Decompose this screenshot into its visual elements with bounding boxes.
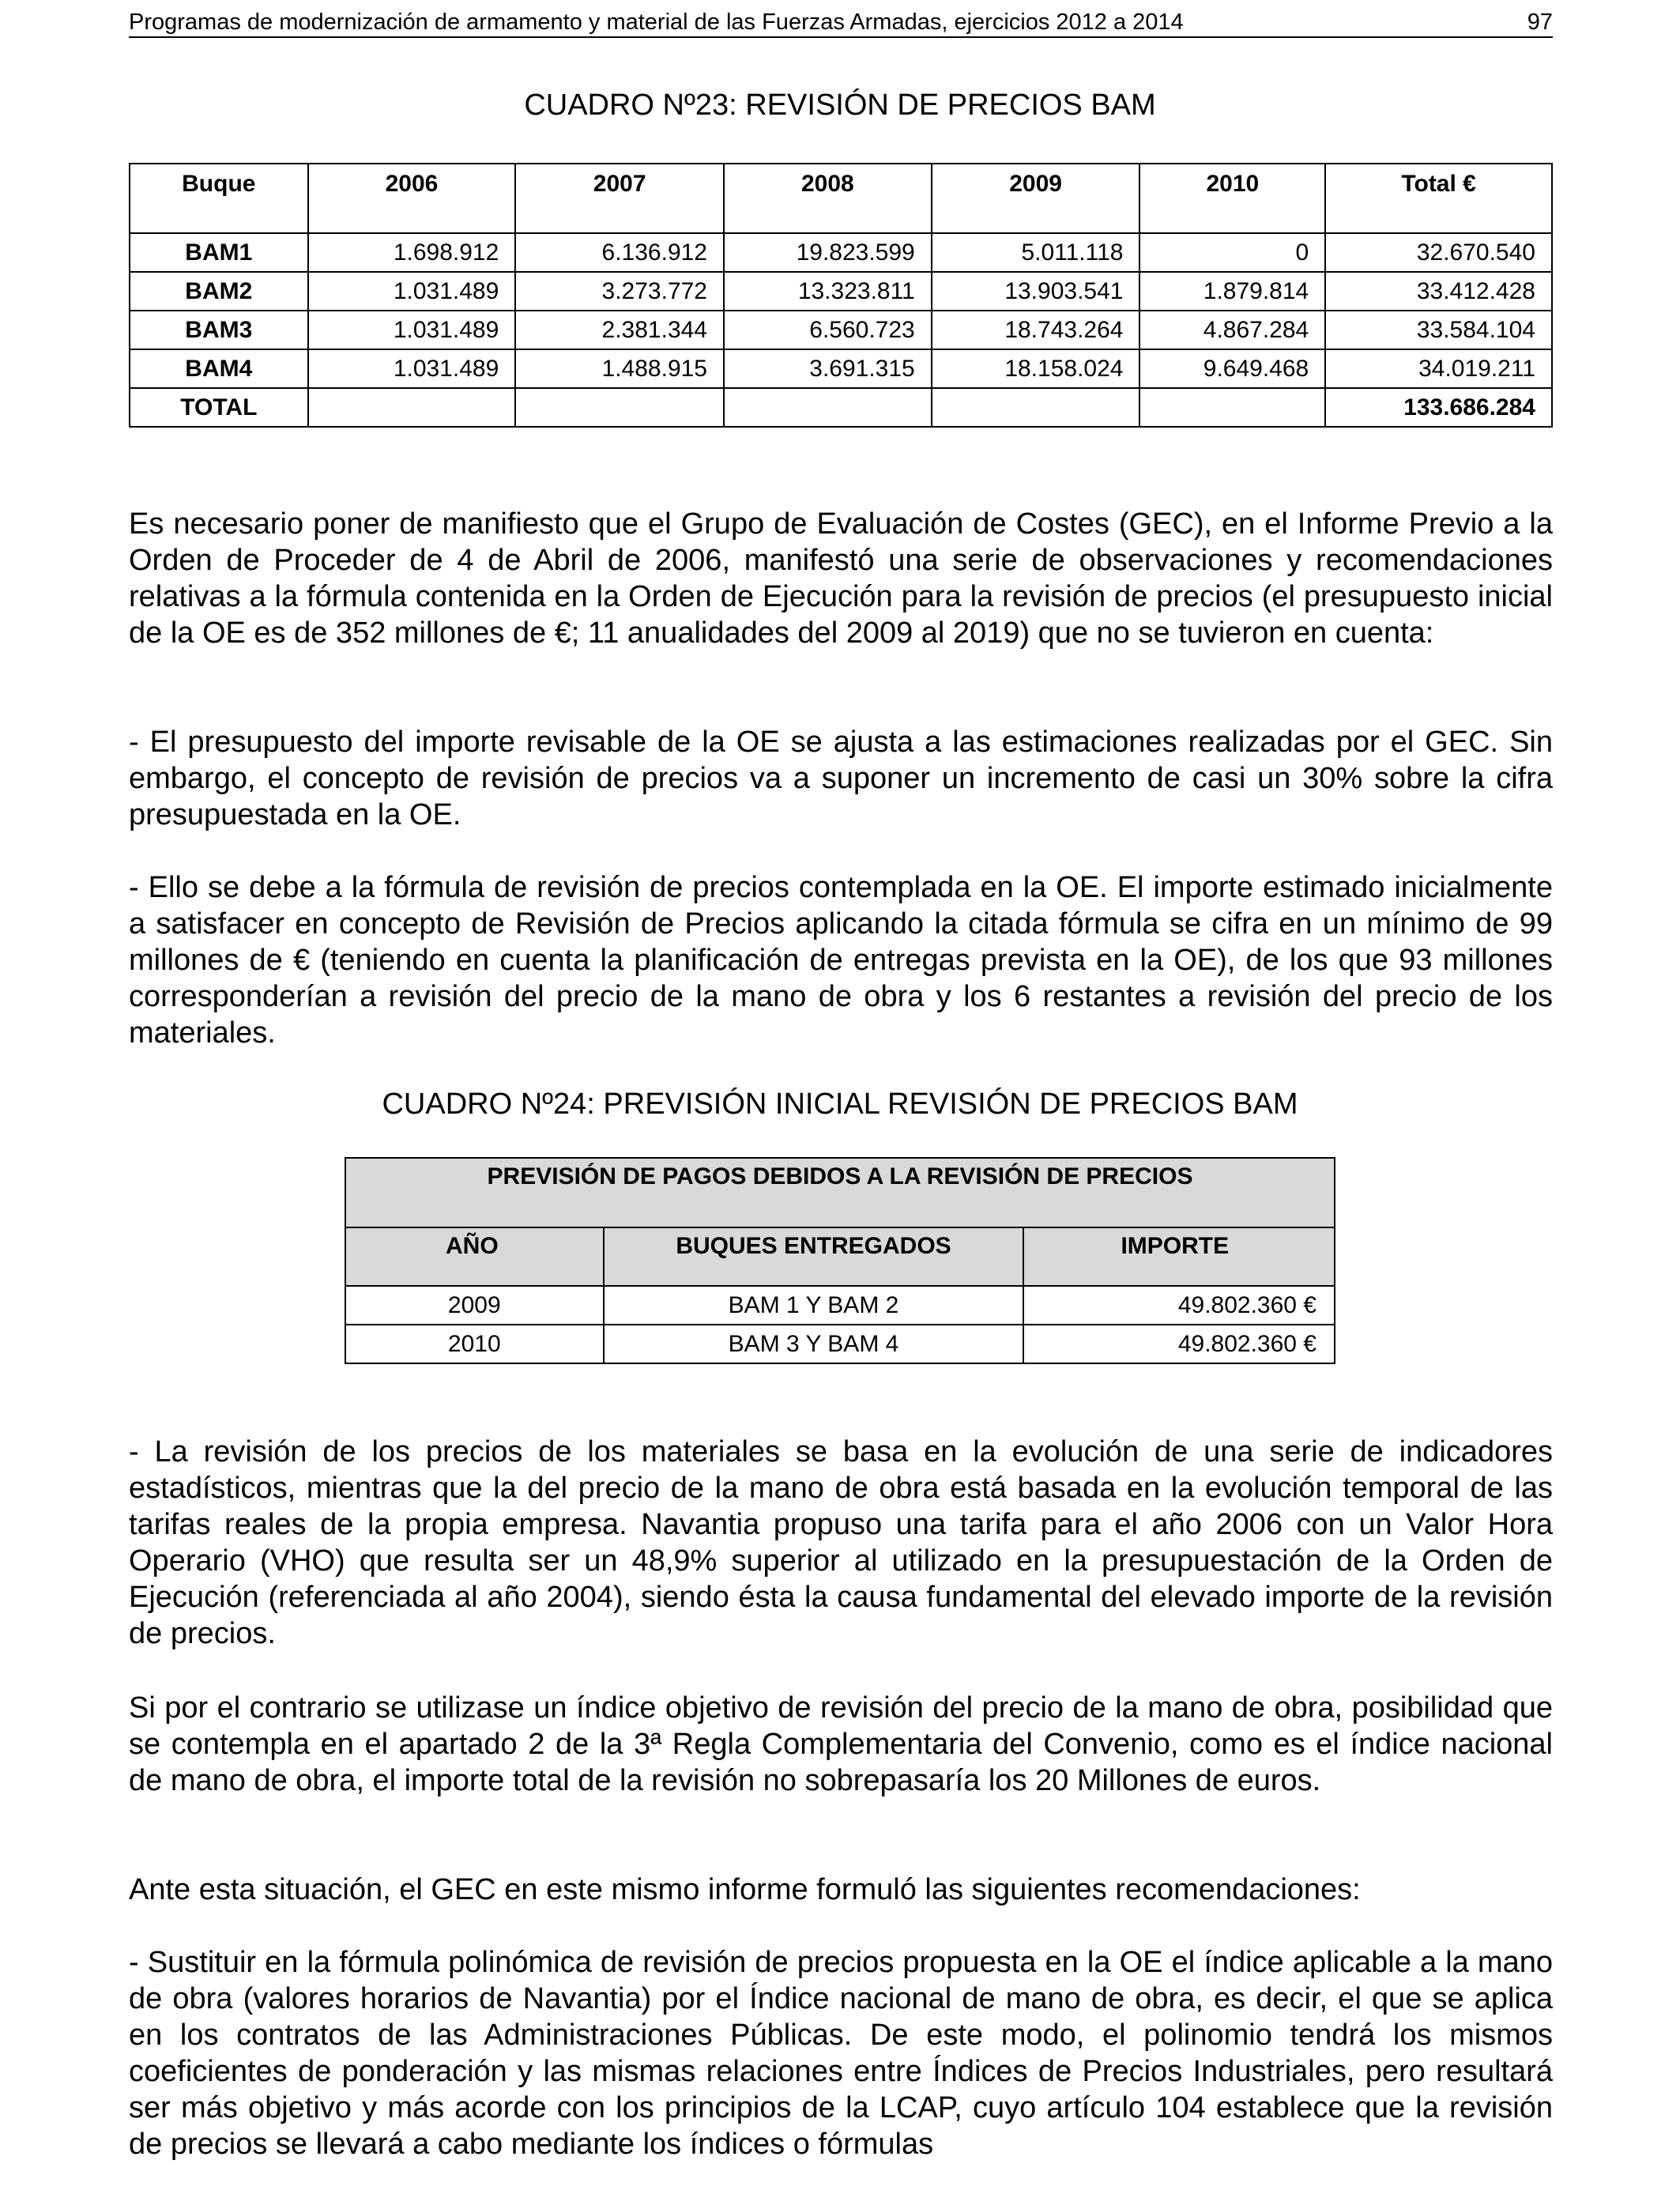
table-cell: 18.743.264 — [932, 311, 1140, 349]
table-cell: 2009 — [345, 1286, 604, 1325]
table-cell: BAM3 — [130, 311, 308, 349]
paragraph-5: Si por el contrario se utilizase un índice objetivo de revisión del precio de la mano de obra, posibilidad que se contempla en el apartado 2 de la 3ª Regla Complementaria del Convenio, como es el índice nacional de mano de obra, el importe total de la revisión no sobrepasaría los 20 Millones de euros. — [129, 1691, 1553, 1797]
table-cell: 13.323.811 — [724, 272, 932, 311]
page-header — [129, 8, 1553, 38]
table-cell: 19.823.599 — [724, 233, 932, 272]
table-cell: 1.031.489 — [308, 311, 516, 349]
table-row — [345, 1286, 1335, 1325]
table-cell: BAM 1 Y BAM 2 — [604, 1286, 1024, 1325]
table-row — [130, 311, 1552, 349]
page-number: 97 — [1527, 9, 1553, 35]
table-row — [130, 272, 1552, 311]
table-cell — [1139, 388, 1325, 427]
table-cell: 3.691.315 — [724, 349, 932, 388]
column-header: BUQUES ENTREGADOS — [604, 1227, 1024, 1286]
table-cell: 13.903.541 — [932, 272, 1140, 311]
table-cell: 0 — [1139, 233, 1325, 272]
total-value: 133.686.284 — [1325, 388, 1552, 427]
table-title: PREVISIÓN DE PAGOS DEBIDOS A LA REVISIÓN DE PRECIOS — [345, 1158, 1335, 1227]
table-row — [130, 349, 1552, 388]
table-cell: 6.136.912 — [515, 233, 724, 272]
column-header: Total € — [1325, 164, 1552, 233]
paragraph-2: - El presupuesto del importe revisable de la OE se ajusta a las estimaciones realizadas por el GEC. Sin embargo, el concepto de revisión de precios va a suponer un incremento de casi un 30% sobre la cifra presupuestada en la OE. — [129, 726, 1553, 831]
column-header: 2008 — [724, 164, 932, 233]
column-header: IMPORTE — [1023, 1227, 1335, 1286]
paragraph-3: - Ello se debe a la fórmula de revisión de precios contemplada en la OE. El importe estimado inicialmente a satisfacer en concepto de Revisión de Precios aplicando la citada fórmula se cifra en un mínimo de 99 millones de € (teniendo en cuenta la planificación de entregas prevista en la OE), de los que 93 millones corresponderían a revisión del precio de la mano de obra y los 6 restantes a revisión del precio de los materiales. — [129, 871, 1553, 1050]
table-cell: 33.412.428 — [1325, 272, 1552, 311]
cuadro23-table — [129, 163, 1553, 428]
table-cell: 3.273.772 — [515, 272, 724, 311]
column-header: 2010 — [1139, 164, 1325, 233]
column-header: 2009 — [932, 164, 1140, 233]
table-cell: 2.381.344 — [515, 311, 724, 349]
column-header: 2006 — [308, 164, 516, 233]
table-header-row — [130, 164, 1552, 233]
column-header: AÑO — [345, 1227, 604, 1286]
table-cell: 1.031.489 — [308, 349, 516, 388]
table-cell: 1.031.489 — [308, 272, 516, 311]
table-cell: 6.560.723 — [724, 311, 932, 349]
table-title-row — [345, 1158, 1335, 1227]
table-cell: 32.670.540 — [1325, 233, 1552, 272]
table-cell: 1.879.814 — [1139, 272, 1325, 311]
paragraph-1: Es necesario poner de manifiesto que el Grupo de Evaluación de Costes (GEC), en el Informe Previo a la Orden de Proceder de 4 de Abril de 2006, manifestó una serie de observaciones y recomendaciones relativas a la fórmula contenida en la Orden de Ejecución para la revisión de precios (el presupuesto inicial de la OE es de 352 millones de €; 11 anualidades del 2009 al 2019) que no se tuvieron en cuenta: — [129, 507, 1553, 650]
cuadro24-caption: CUADRO Nº24: PREVISIÓN INICIAL REVISIÓN DE PRECIOS BAM — [382, 1088, 1298, 1121]
header-title: Programas de modernización de armamento y material de las Fuerzas Armadas, ejercicios 2012 a 2014 — [129, 9, 1184, 35]
table-header-row — [345, 1227, 1335, 1286]
table-cell: BAM 3 Y BAM 4 — [604, 1325, 1024, 1363]
table-cell — [932, 388, 1140, 427]
table-cell: 4.867.284 — [1139, 311, 1325, 349]
paragraph-6: Ante esta situación, el GEC en este mismo informe formuló las siguientes recomendaciones: — [129, 1873, 1361, 1906]
column-header: Buque — [130, 164, 308, 233]
table-cell: 18.158.024 — [932, 349, 1140, 388]
table-row — [345, 1325, 1335, 1363]
table-cell — [515, 388, 724, 427]
table-cell: 5.011.118 — [932, 233, 1140, 272]
table-cell: 9.649.468 — [1139, 349, 1325, 388]
total-label: TOTAL — [130, 388, 308, 427]
cuadro24-table — [345, 1157, 1335, 1364]
paragraph-4: - La revisión de los precios de los materiales se basa en la evolución de una serie de indicadores estadísticos, mientras que la del precio de la mano de obra está basada en la evolución temporal de las tarifas reales de la propia empresa. Navantia propuso una tarifa para el año 2006 con un Valor Hora Operario (VHO) que resulta ser un 48,9% superior al utilizado en la presupuestación de la Orden de Ejecución (referenciada al año 2004), siendo ésta la causa fundamental del elevado importe de la revisión de precios. — [129, 1435, 1553, 1650]
table-cell — [724, 388, 932, 427]
table-cell: 33.584.104 — [1325, 311, 1552, 349]
table-total-row — [130, 388, 1552, 427]
table-cell: 49.802.360 € — [1023, 1286, 1335, 1325]
table-cell: 2010 — [345, 1325, 604, 1363]
table-cell: 1.488.915 — [515, 349, 724, 388]
paragraph-7: - Sustituir en la fórmula polinómica de revisión de precios propuesta en la OE el índice aplicable a la mano de obra (valores horarios de Navantia) por el Índice nacional de mano de obra, es decir, el que se aplica en los contratos de las Administraciones Públicas. De este modo, el polinomio tendrá los mismos coeficientes de ponderación y las mismas relaciones entre Índices de Precios Industriales, pero resultará ser más objetivo y más acorde con los principios de la LCAP, cuyo artículo 104 establece que la revisión de precios se llevará a cabo mediante los índices o fórmulas — [129, 1946, 1553, 2161]
table-cell: BAM1 — [130, 233, 308, 272]
table-cell: 1.698.912 — [308, 233, 516, 272]
table-cell: 34.019.211 — [1325, 349, 1552, 388]
cuadro23-caption: CUADRO Nº23: REVISIÓN DE PRECIOS BAM — [524, 89, 1156, 122]
table-cell — [308, 388, 516, 427]
column-header: 2007 — [515, 164, 724, 233]
table-row — [130, 233, 1552, 272]
table-cell: 49.802.360 € — [1023, 1325, 1335, 1363]
table-cell: BAM4 — [130, 349, 308, 388]
table-cell: BAM2 — [130, 272, 308, 311]
